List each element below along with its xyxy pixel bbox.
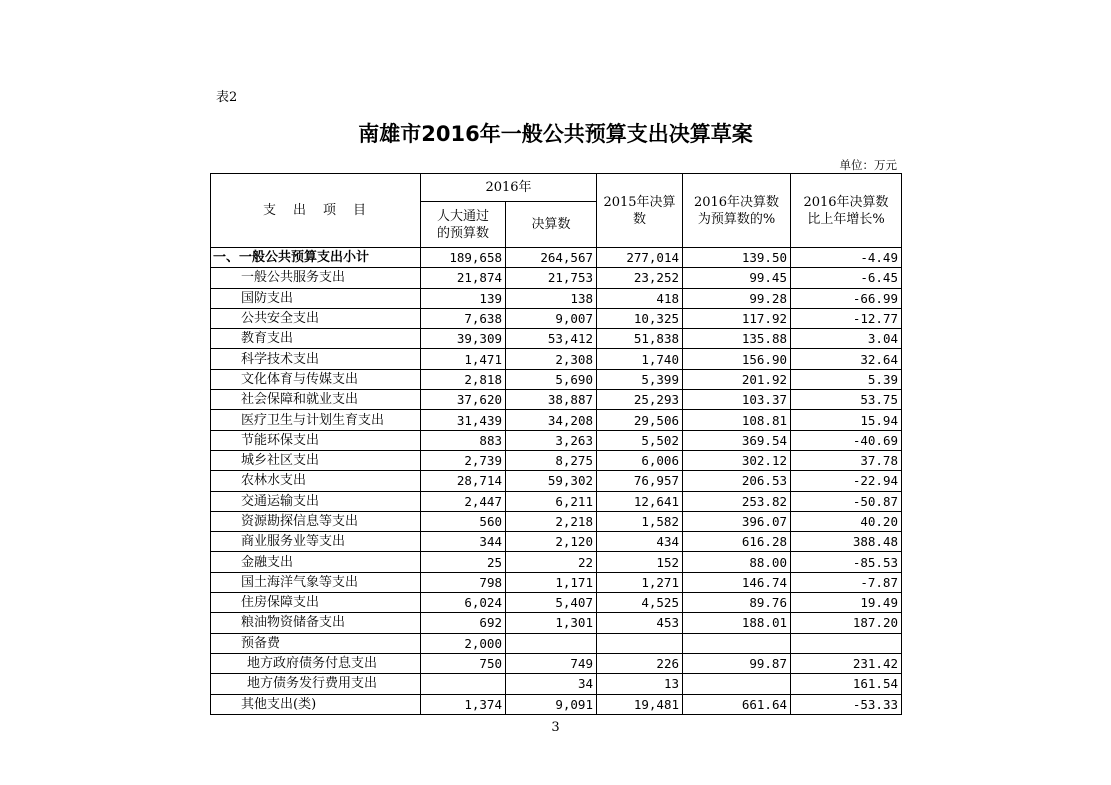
row-name: 一、一般公共预算支出小计	[211, 248, 421, 268]
cell-actual: 2,308	[506, 349, 597, 369]
cell-actual: 3,263	[506, 430, 597, 450]
header-ratio: 2016年决算数 为预算数的%	[683, 174, 791, 248]
table-row	[211, 390, 902, 410]
row-name: 商业服务业等支出	[211, 532, 421, 552]
row-name: 城乡社区支出	[211, 450, 421, 470]
cell-actual: 1,301	[506, 613, 597, 633]
cell-budget: 7,638	[421, 308, 506, 328]
table-row	[211, 430, 902, 450]
cell-actual: 34	[506, 674, 597, 694]
unit-label: 单位：万元	[839, 158, 897, 172]
table-row	[211, 572, 902, 592]
cell-actual: 9,007	[506, 308, 597, 328]
row-name: 资源勘探信息等支出	[211, 511, 421, 531]
cell-actual: 8,275	[506, 450, 597, 470]
cell-budget: 883	[421, 430, 506, 450]
cell-growth	[791, 633, 902, 653]
cell-actual	[506, 633, 597, 653]
table-row	[211, 653, 902, 673]
cell-prev: 25,293	[597, 390, 683, 410]
row-name: 教育支出	[211, 329, 421, 349]
cell-ratio: 188.01	[683, 613, 791, 633]
cell-actual: 6,211	[506, 491, 597, 511]
cell-prev: 6,006	[597, 450, 683, 470]
row-name: 金融支出	[211, 552, 421, 572]
cell-prev: 152	[597, 552, 683, 572]
cell-budget: 39,309	[421, 329, 506, 349]
cell-growth: -50.87	[791, 491, 902, 511]
cell-prev: 5,399	[597, 369, 683, 389]
cell-growth: 53.75	[791, 390, 902, 410]
row-name: 国土海洋气象等支出	[211, 572, 421, 592]
cell-actual: 749	[506, 653, 597, 673]
cell-actual: 38,887	[506, 390, 597, 410]
cell-growth: 40.20	[791, 511, 902, 531]
cell-prev	[597, 633, 683, 653]
cell-budget: 37,620	[421, 390, 506, 410]
table-row	[211, 410, 902, 430]
cell-ratio: 135.88	[683, 329, 791, 349]
cell-ratio: 99.28	[683, 288, 791, 308]
cell-budget: 139	[421, 288, 506, 308]
header-actual: 决算数	[506, 202, 597, 248]
cell-budget: 25	[421, 552, 506, 572]
cell-budget: 2,000	[421, 633, 506, 653]
row-name: 社会保障和就业支出	[211, 390, 421, 410]
cell-prev: 226	[597, 653, 683, 673]
cell-actual: 5,690	[506, 369, 597, 389]
cell-prev: 434	[597, 532, 683, 552]
table-row	[211, 288, 902, 308]
table-row	[211, 450, 902, 470]
row-name: 国防支出	[211, 288, 421, 308]
cell-actual: 5,407	[506, 593, 597, 613]
cell-prev: 1,582	[597, 511, 683, 531]
cell-ratio: 139.50	[683, 248, 791, 268]
cell-growth: -40.69	[791, 430, 902, 450]
cell-ratio: 99.45	[683, 268, 791, 288]
header-growth: 2016年决算数 比上年增长%	[791, 174, 902, 248]
table-body	[211, 248, 902, 715]
cell-ratio: 661.64	[683, 694, 791, 714]
cell-prev: 13	[597, 674, 683, 694]
cell-budget: 2,739	[421, 450, 506, 470]
row-name: 地方债务发行费用支出	[211, 674, 421, 694]
table-row	[211, 613, 902, 633]
table-label: 表2	[216, 90, 238, 105]
cell-prev: 4,525	[597, 593, 683, 613]
cell-prev: 29,506	[597, 410, 683, 430]
cell-budget: 2,447	[421, 491, 506, 511]
cell-ratio: 369.54	[683, 430, 791, 450]
table-header	[211, 174, 902, 248]
cell-budget: 189,658	[421, 248, 506, 268]
header-prev-year: 2015年决算 数	[597, 174, 683, 248]
row-name: 粮油物资储备支出	[211, 613, 421, 633]
cell-budget: 344	[421, 532, 506, 552]
cell-growth: 5.39	[791, 369, 902, 389]
cell-growth: -4.49	[791, 248, 902, 268]
budget-table	[210, 173, 902, 715]
row-name: 文化体育与传媒支出	[211, 369, 421, 389]
cell-actual: 138	[506, 288, 597, 308]
cell-ratio: 146.74	[683, 572, 791, 592]
cell-budget: 560	[421, 511, 506, 531]
header-item: 支 出 项 目	[211, 174, 421, 248]
cell-budget: 31,439	[421, 410, 506, 430]
cell-prev: 5,502	[597, 430, 683, 450]
cell-prev: 418	[597, 288, 683, 308]
cell-budget: 1,471	[421, 349, 506, 369]
table-row	[211, 471, 902, 491]
cell-ratio: 88.00	[683, 552, 791, 572]
table-row	[211, 511, 902, 531]
table-row	[211, 633, 902, 653]
cell-budget: 750	[421, 653, 506, 673]
cell-actual: 1,171	[506, 572, 597, 592]
cell-prev: 12,641	[597, 491, 683, 511]
table-row	[211, 532, 902, 552]
cell-growth: 187.20	[791, 613, 902, 633]
cell-growth: 19.49	[791, 593, 902, 613]
cell-actual: 22	[506, 552, 597, 572]
table-row	[211, 248, 902, 268]
table-row	[211, 694, 902, 714]
cell-ratio: 253.82	[683, 491, 791, 511]
cell-growth: 161.54	[791, 674, 902, 694]
cell-growth: 37.78	[791, 450, 902, 470]
cell-ratio: 396.07	[683, 511, 791, 531]
cell-actual: 53,412	[506, 329, 597, 349]
cell-growth: -6.45	[791, 268, 902, 288]
cell-ratio: 201.92	[683, 369, 791, 389]
row-name: 农林水支出	[211, 471, 421, 491]
cell-ratio: 156.90	[683, 349, 791, 369]
row-name: 预备费	[211, 633, 421, 653]
cell-budget: 28,714	[421, 471, 506, 491]
row-name: 其他支出(类)	[211, 694, 421, 714]
cell-growth: 15.94	[791, 410, 902, 430]
row-name: 一般公共服务支出	[211, 268, 421, 288]
table-row	[211, 308, 902, 328]
cell-ratio: 117.92	[683, 308, 791, 328]
cell-prev: 76,957	[597, 471, 683, 491]
cell-actual: 34,208	[506, 410, 597, 430]
table-row	[211, 329, 902, 349]
cell-actual: 9,091	[506, 694, 597, 714]
cell-ratio: 616.28	[683, 532, 791, 552]
cell-ratio	[683, 633, 791, 653]
cell-actual: 264,567	[506, 248, 597, 268]
cell-growth: -22.94	[791, 471, 902, 491]
cell-budget: 21,874	[421, 268, 506, 288]
table-row	[211, 369, 902, 389]
table-row	[211, 674, 902, 694]
table-row	[211, 268, 902, 288]
cell-actual: 59,302	[506, 471, 597, 491]
cell-budget: 798	[421, 572, 506, 592]
cell-prev: 10,325	[597, 308, 683, 328]
header-budget: 人大通过 的预算数	[421, 202, 506, 248]
cell-prev: 23,252	[597, 268, 683, 288]
table-row	[211, 491, 902, 511]
cell-growth: -85.53	[791, 552, 902, 572]
row-name: 地方政府债务付息支出	[211, 653, 421, 673]
header-year-group: 2016年	[421, 174, 597, 202]
cell-prev: 453	[597, 613, 683, 633]
cell-growth: -12.77	[791, 308, 902, 328]
table-row	[211, 349, 902, 369]
cell-growth: -53.33	[791, 694, 902, 714]
table-row	[211, 552, 902, 572]
cell-budget: 2,818	[421, 369, 506, 389]
cell-budget: 6,024	[421, 593, 506, 613]
cell-growth: -66.99	[791, 288, 902, 308]
cell-prev: 1,271	[597, 572, 683, 592]
cell-growth: -7.87	[791, 572, 902, 592]
row-name: 公共安全支出	[211, 308, 421, 328]
cell-budget: 1,374	[421, 694, 506, 714]
cell-actual: 21,753	[506, 268, 597, 288]
cell-ratio: 89.76	[683, 593, 791, 613]
cell-actual: 2,120	[506, 532, 597, 552]
cell-growth: 3.04	[791, 329, 902, 349]
cell-prev: 277,014	[597, 248, 683, 268]
table-row	[211, 593, 902, 613]
cell-ratio	[683, 674, 791, 694]
row-name: 科学技术支出	[211, 349, 421, 369]
cell-budget	[421, 674, 506, 694]
cell-actual: 2,218	[506, 511, 597, 531]
cell-ratio: 302.12	[683, 450, 791, 470]
cell-prev: 19,481	[597, 694, 683, 714]
cell-growth: 388.48	[791, 532, 902, 552]
cell-prev: 51,838	[597, 329, 683, 349]
cell-ratio: 108.81	[683, 410, 791, 430]
cell-budget: 692	[421, 613, 506, 633]
cell-growth: 231.42	[791, 653, 902, 673]
cell-ratio: 103.37	[683, 390, 791, 410]
row-name: 交通运输支出	[211, 491, 421, 511]
cell-growth: 32.64	[791, 349, 902, 369]
cell-ratio: 99.87	[683, 653, 791, 673]
page-number: 3	[551, 720, 560, 735]
row-name: 住房保障支出	[211, 593, 421, 613]
cell-ratio: 206.53	[683, 471, 791, 491]
row-name: 医疗卫生与计划生育支出	[211, 410, 421, 430]
page-title: 南雄市2016年一般公共预算支出决算草案	[358, 122, 753, 146]
cell-prev: 1,740	[597, 349, 683, 369]
row-name: 节能环保支出	[211, 430, 421, 450]
